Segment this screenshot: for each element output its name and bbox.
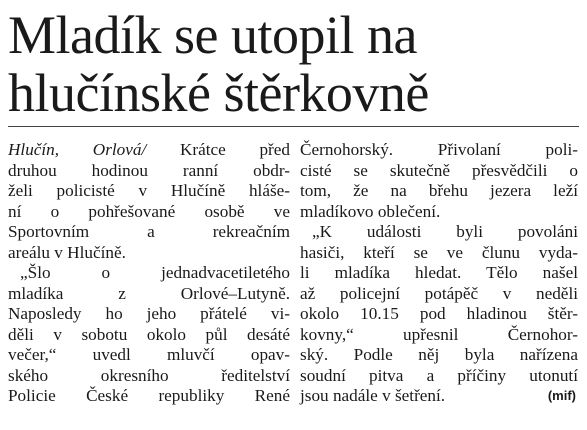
article-line: mladíkovo oblečení.	[300, 201, 441, 221]
article-line: soudní pitva a příčiny utonutí	[300, 365, 578, 385]
article-line: ský. Podle něj byla nařízena	[300, 345, 578, 364]
article-line: děli v sobotu okolo půl desáté	[8, 324, 290, 344]
article-line: druhou hodinou ranní obdr-	[8, 160, 290, 180]
article-line: ní o pohřešované osobě ve	[8, 201, 290, 221]
article-line: hasiči, kteří se ve člunu vyda-	[300, 242, 578, 262]
article-line: jsou nadále v šetření.	[300, 386, 446, 405]
author-signature: (mif)	[547, 388, 576, 403]
article-line: želi policisté v Hlučíně hláše-	[8, 181, 290, 200]
article-line	[8, 140, 290, 161]
article-line: Naposledy ho jeho přátelé vi-	[8, 304, 290, 323]
article-line: areálu v Hlučíně.	[8, 242, 126, 262]
article-line: cisté se skutečně přesvědčili o	[300, 160, 578, 180]
headline-line-1: Mladík se utopil na	[8, 5, 417, 65]
article-line: „Šlo o jednadvacetiletého	[20, 263, 290, 282]
article-line: až policejní potápěč v neděli	[300, 283, 578, 303]
article-line-text: Krátce před	[179, 140, 290, 159]
article-line: tom, že na břehu jezera leží	[300, 181, 578, 200]
article-line: Černohorský. Přivolaní poli-	[300, 140, 578, 159]
article-line: li mladíka hledat. Tělo našel	[300, 263, 578, 282]
headline-divider	[8, 126, 579, 127]
article-line: Sportovním a rekreačním	[8, 222, 290, 241]
article-line: mladíka z Orlové–Lutyně.	[8, 283, 290, 303]
article-headline	[8, 6, 578, 122]
article-line: ského okresního ředitelství	[8, 365, 290, 385]
dateline: Hlučín, Orlová/	[8, 140, 147, 159]
article-column-right	[300, 140, 578, 407]
article-column-left	[8, 140, 290, 407]
article-line: Policie České republiky René	[8, 386, 290, 405]
headline-line-2: hlučínské štěrkovně	[8, 63, 429, 123]
article-line: „K události byli povoláni	[312, 222, 578, 241]
article-last-line	[300, 386, 578, 407]
article-line: kovny,“ upřesnil Černohor-	[300, 324, 578, 344]
article-line: večer,“ uvedl mluvčí opav-	[8, 345, 290, 364]
article-line: okolo 10.15 pod hladinou štěr-	[300, 304, 578, 323]
